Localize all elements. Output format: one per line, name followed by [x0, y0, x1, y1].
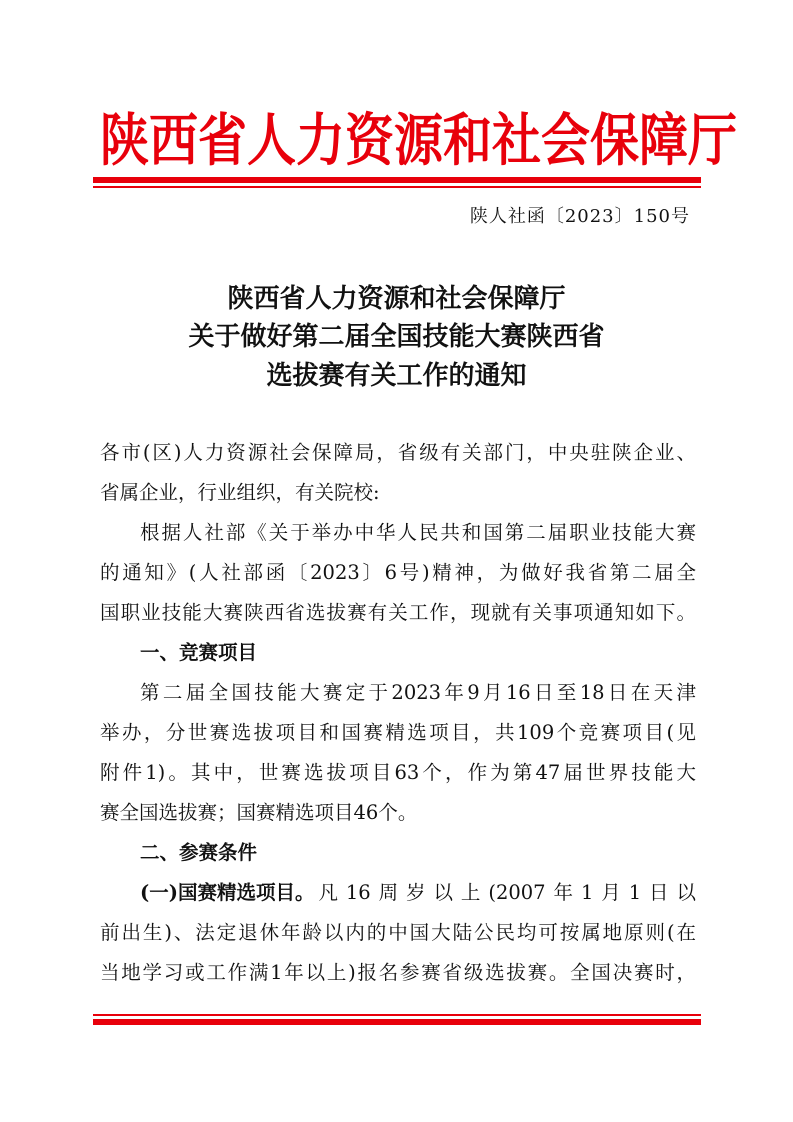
document-number: 陕人社函〔2023〕150号 — [469, 206, 690, 227]
section1-line: 举办，分世赛选拔项目和国赛精选项目，共109个竞赛项目(见 — [100, 721, 696, 744]
section2-line: 前出生)、法定退休年龄以内的中国大陆公民均可按属地原则(在 — [100, 921, 696, 944]
section2-line: 凡16周岁以上(2007年1月1日以 — [318, 881, 696, 904]
intro-line: 国职业技能大赛陕西省选拔赛有关工作，现就有关事项通知如下。 — [100, 601, 696, 624]
intro-line: 的通知》(人社部函〔2023〕6号)精神，为做好我省第二届全 — [100, 561, 696, 584]
section1-line: 第二届全国技能大赛定于2023年9月16日至18日在天津 — [140, 681, 696, 704]
header-thin-rule — [93, 186, 701, 188]
section1-line: 附件1)。其中，世赛选拔项目63个，作为第47届世界技能大 — [100, 761, 696, 784]
subsection-label: (一)国赛精选项目。 — [140, 881, 315, 904]
section-heading: 一、竞赛项目 — [140, 641, 258, 664]
footer-thick-rule — [93, 1019, 701, 1025]
intro-line: 根据人社部《关于举办中华人民共和国第二届职业技能大赛 — [140, 521, 696, 544]
recipients-line: 省属企业，行业组织，有关院校: — [100, 481, 380, 504]
footer-thin-rule — [93, 1014, 701, 1016]
recipients-line: 各市(区)人力资源社会保障局，省级有关部门，中央驻陕企业、 — [100, 441, 696, 464]
section2-line: 当地学习或工作满1年以上)报名参赛省级选拔赛。全国决赛时， — [100, 961, 696, 984]
doc-title-line: 陕西省人力资源和社会保障厅 — [227, 284, 566, 314]
section-heading: 二、参赛条件 — [140, 841, 258, 864]
section1-line: 赛全国选拔赛；国赛精选项目46个。 — [100, 801, 418, 824]
doc-title-line: 选拔赛有关工作的通知 — [266, 361, 527, 391]
org-letterhead: 陕西省人力资源和社会保障厅 — [100, 106, 738, 174]
section2-first-line — [140, 881, 696, 905]
header-thick-rule — [93, 177, 701, 183]
doc-title-line: 关于做好第二届全国技能大赛陕西省 — [188, 322, 605, 352]
